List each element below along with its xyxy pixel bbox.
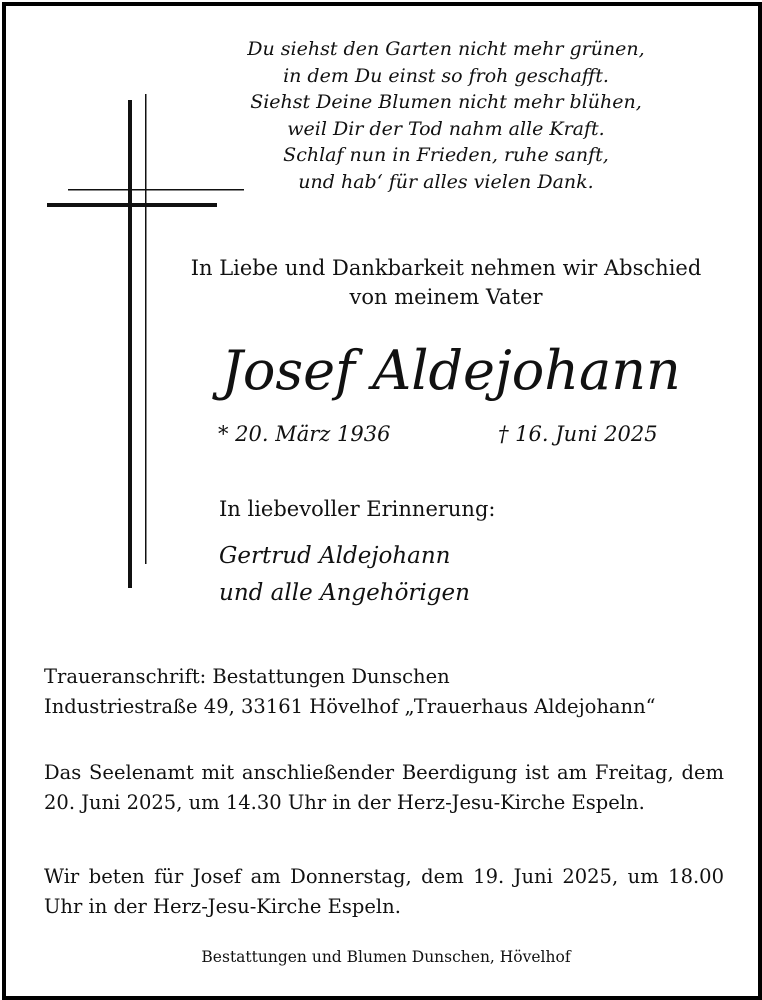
death-date: † 16. Juni 2025 [498,422,658,446]
funeral-home-footer: Bestattungen und Blumen Dunschen, Hövelhof [201,948,571,966]
intro-line: In Liebe und Dankbarkeit nehmen wir Abschied [190,256,702,280]
poem-line: in dem Du einst so froh geschafft. [283,64,609,87]
farewell-intro [156,254,736,312]
memory-heading: In liebevoller Erinnerung: [219,497,496,521]
signers [219,538,470,612]
poem-line: Siehst Deine Blumen nicht mehr blühen, [250,91,642,113]
mourning-address [44,662,656,722]
intro-line: von meinem Vater [349,285,543,309]
birth-date: * 20. März 1936 [218,422,391,446]
prayer-paragraph: Wir beten für Josef am Donnerstag, dem 19. Juni 2025, um 18.00 Uhr in der Herz-Jesu-Kirche Espeln. [44,865,724,918]
poem-line: weil Dir der Tod nahm alle Kraft. [287,117,605,140]
obituary-notice [2,2,762,1000]
requiem-paragraph: Das Seelenamt mit anschließender Beerdigung ist am Freitag, dem 20. Juni 2025, um 14.30 Uhr in der Herz-Jesu-Kirche Espeln. [44,761,724,814]
address-line: Traueranschrift: Bestattungen Dunschen [44,665,450,688]
signer-name: Gertrud Aldejohann [219,543,451,569]
address-line: Industriestraße 49, 33161 Hövelhof „Trauerhaus Aldejohann“ [44,695,656,718]
poem [216,36,676,195]
deceased-name: Josef Aldejohann [221,339,681,402]
poem-line: und hab‘ für alles vielen Dank. [298,170,594,193]
signer-name: und alle Angehörigen [219,580,470,606]
poem-line: Du siehst den Garten nicht mehr grünen, [247,38,645,60]
poem-line: Schlaf nun in Frieden, ruhe sanft, [283,144,609,166]
